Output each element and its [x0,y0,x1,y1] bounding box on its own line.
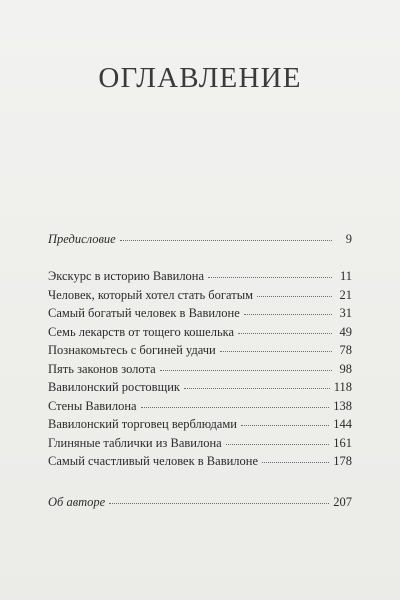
toc-entry-page: 138 [333,398,352,413]
toc-entry [48,289,352,308]
toc-entry-label: Вавилонский торговец верблюдами [48,417,237,431]
toc-entry-page: 144 [333,417,352,431]
dotted-leader [184,388,330,389]
toc-entry-label: Стены Вавилона [48,398,137,413]
dotted-leader [241,425,329,426]
toc-entry [48,455,352,474]
dotted-leader [160,370,332,371]
page-title: ОГЛАВЛЕНИЕ [98,62,302,94]
toc-entry-label: Познакомьтесь с богиней удачи [48,343,216,357]
toc-entry-page: 98 [339,361,352,376]
toc-entry-label: Предисловие [48,232,116,246]
toc-entry-label: Глиняные таблички из Вавилона [48,435,222,450]
toc-entry-preface [48,233,352,252]
dotted-leader [244,314,332,315]
toc-entry-page: 161 [333,435,352,450]
dotted-leader [208,277,332,278]
toc-entry [48,307,352,326]
toc-entry-label: Вавилонский ростовщик [48,380,180,394]
toc-entry-label: Человек, который хотел стать богатым [48,287,254,302]
toc-entry-page: 78 [339,343,352,357]
toc-entry-page: 31 [339,306,352,320]
toc-entry-label: Самый богатый человек в Вавилоне [48,306,240,320]
toc-entry-label: Семь лекарств от тощего кошелька [48,324,235,339]
toc-entry-label: Пять законов золота [48,361,156,376]
dotted-leader [262,462,329,463]
toc-entry [48,418,352,437]
dotted-leader [141,407,330,408]
toc-entry [48,437,352,456]
toc-preface-section [48,233,352,252]
toc-entry-page: 21 [339,287,352,302]
dotted-leader [257,296,332,297]
toc-entry [48,363,352,382]
toc-entry-about-author [48,496,352,515]
toc-entry-label: Самый счастливый человек в Вавилоне [48,454,259,468]
toc-entry-page: 49 [339,324,352,339]
toc-about-section [48,496,352,515]
toc-chapters-section [48,270,352,474]
toc-entry-page: 11 [339,269,352,283]
toc-entry [48,270,352,289]
toc-entry [48,400,352,419]
toc-entry [48,344,352,363]
dotted-leader [220,351,332,352]
toc-entry-page: 9 [345,232,352,246]
toc-entry-page: 118 [333,380,352,394]
dotted-leader [238,333,332,334]
toc-entry-label: Экскурс в историю Вавилона [48,269,205,283]
toc-entry-page: 178 [333,454,352,468]
toc-entry [48,381,352,400]
dotted-leader [109,503,329,504]
toc-entry-page: 207 [333,495,352,509]
toc-entry [48,326,352,345]
toc-entry-label: Об авторе [48,495,106,509]
dotted-leader [226,444,330,445]
dotted-leader [120,240,332,241]
